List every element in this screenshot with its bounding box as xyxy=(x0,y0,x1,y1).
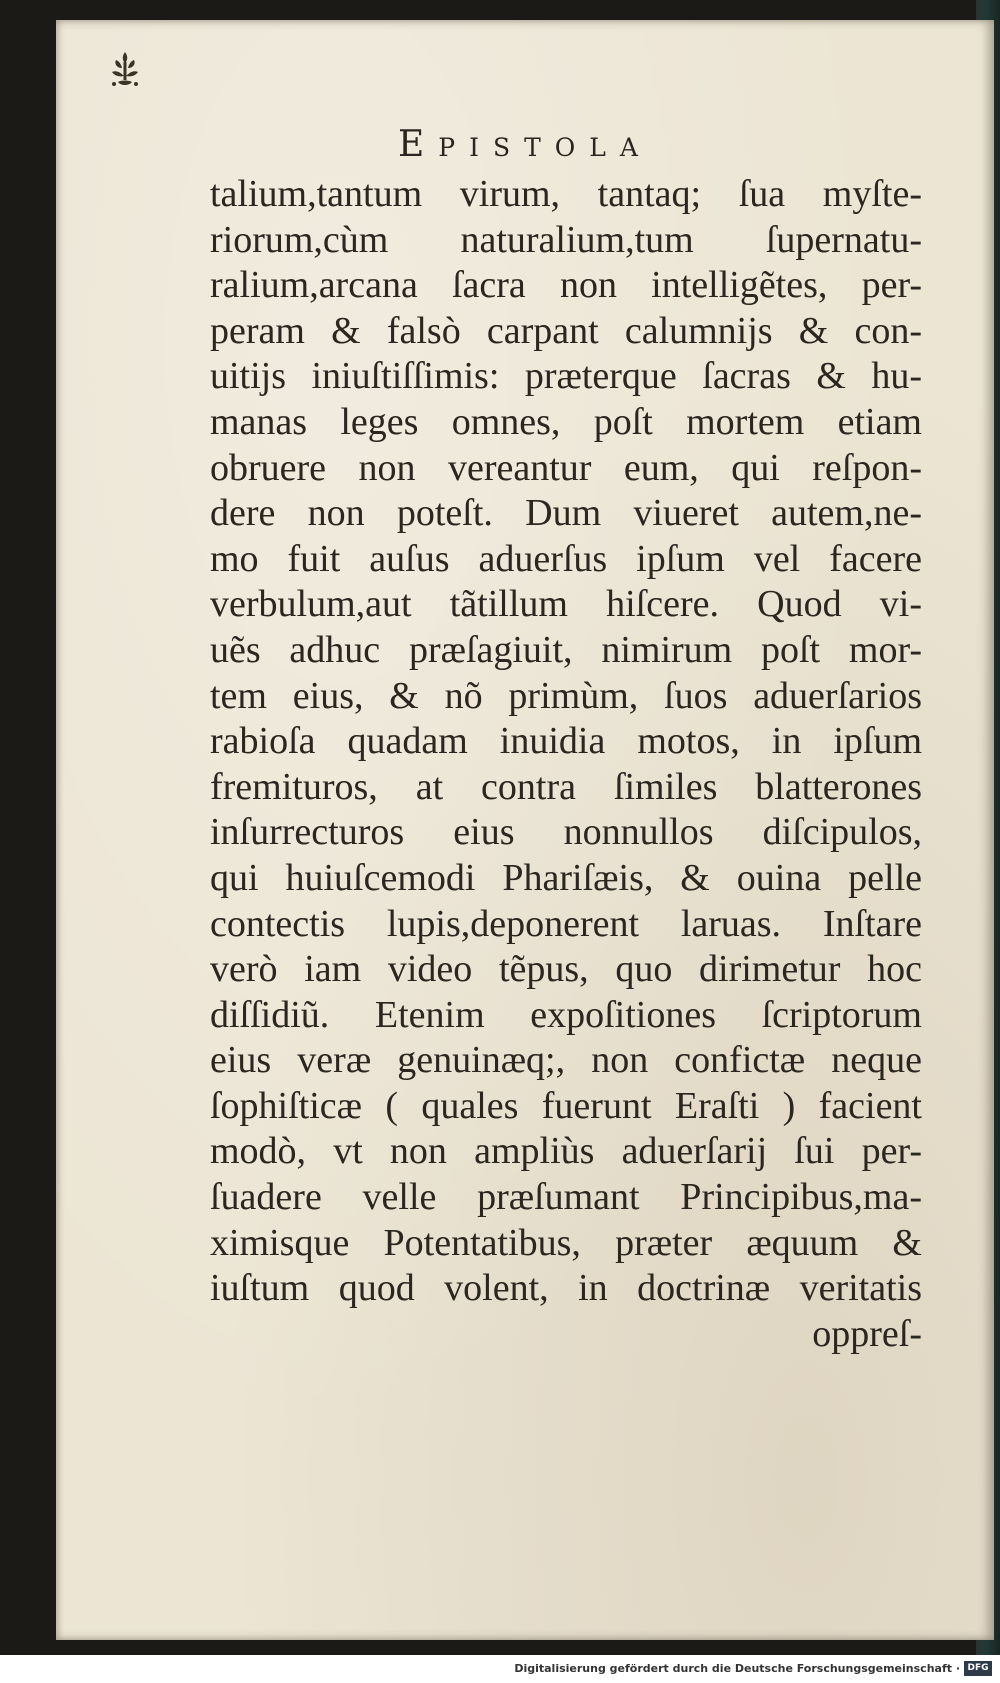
printer-flower-icon xyxy=(108,50,142,90)
text-line: tem eius, & nõ primùm, ſuos aduerſarios xyxy=(210,674,922,717)
text-line: qui huiuſcemodi Phariſæis, & ouina pelle xyxy=(210,856,922,899)
text-line: verò iam video tẽpus, quo dirimetur hoc xyxy=(210,948,922,991)
text-line: rabioſa quadam inuidia motos, in ipſum xyxy=(210,720,922,763)
text-line: fremituros, at contra ſimiles blatterones xyxy=(210,765,922,808)
text-line: ralium,arcana ſacra non intelligẽtes, per- xyxy=(210,264,922,307)
text-line: inſurrecturos eius nonnullos diſcipulos, xyxy=(210,811,922,854)
text-line: uitijs iniuſtiſſimis: præterque ſacras & hu- xyxy=(210,355,922,398)
text-line: iuſtum quod volent, in doctrinæ veritatis xyxy=(210,1267,922,1310)
dfg-logo: DFG xyxy=(964,1661,992,1676)
funding-credit: Digitalisierung gefördert durch die Deutsche Forschungsgemeinschaft · xyxy=(514,1662,960,1675)
text-line: obruere non vereantur eum, qui reſpon- xyxy=(210,446,922,489)
text-line: peram & falsò carpant calumnijs & con- xyxy=(210,309,922,352)
text-line: riorum,cùm naturalium,tum ſupernatu- xyxy=(210,218,922,261)
text-line: ſuadere velle præſumant Principibus,ma- xyxy=(210,1176,922,1219)
text-line: talium,tantum virum, tantaq; ſua myſte- xyxy=(210,173,922,215)
text-line: uẽs adhuc præſagiuit, nimirum poſt mor- xyxy=(210,628,922,671)
text-line: manas leges omnes, poſt mortem etiam xyxy=(210,400,922,443)
footer-bar xyxy=(0,1655,1000,1683)
text-line: ſophiſticæ ( quales fuerunt Eraſti ) facient xyxy=(210,1084,922,1127)
text-line: modò, vt non ampliùs aduerſarij ſui per- xyxy=(210,1130,922,1173)
text-line: dere non poteſt. Dum viueret autem,ne- xyxy=(210,492,922,535)
text-line: eius veræ genuinæq;, non confictæ neque xyxy=(210,1039,922,1082)
text-line: verbulum,aut tãtillum hiſcere. Quod vi- xyxy=(210,583,922,626)
text-line: mo fuit auſus aduerſus ipſum vel facere xyxy=(210,537,922,580)
text-line: ximisque Potentatibus, præter æquum & xyxy=(210,1221,922,1264)
body-text xyxy=(210,172,922,1357)
running-head: Epistola xyxy=(398,124,652,165)
text-line: diſſidiũ. Etenim expoſitiones ſcriptorum xyxy=(210,993,922,1036)
book-page xyxy=(56,20,994,1640)
catchword: oppreſ- xyxy=(812,1312,922,1355)
text-line: contectis lupis,deponerent laruas. Inſtare xyxy=(210,902,922,945)
